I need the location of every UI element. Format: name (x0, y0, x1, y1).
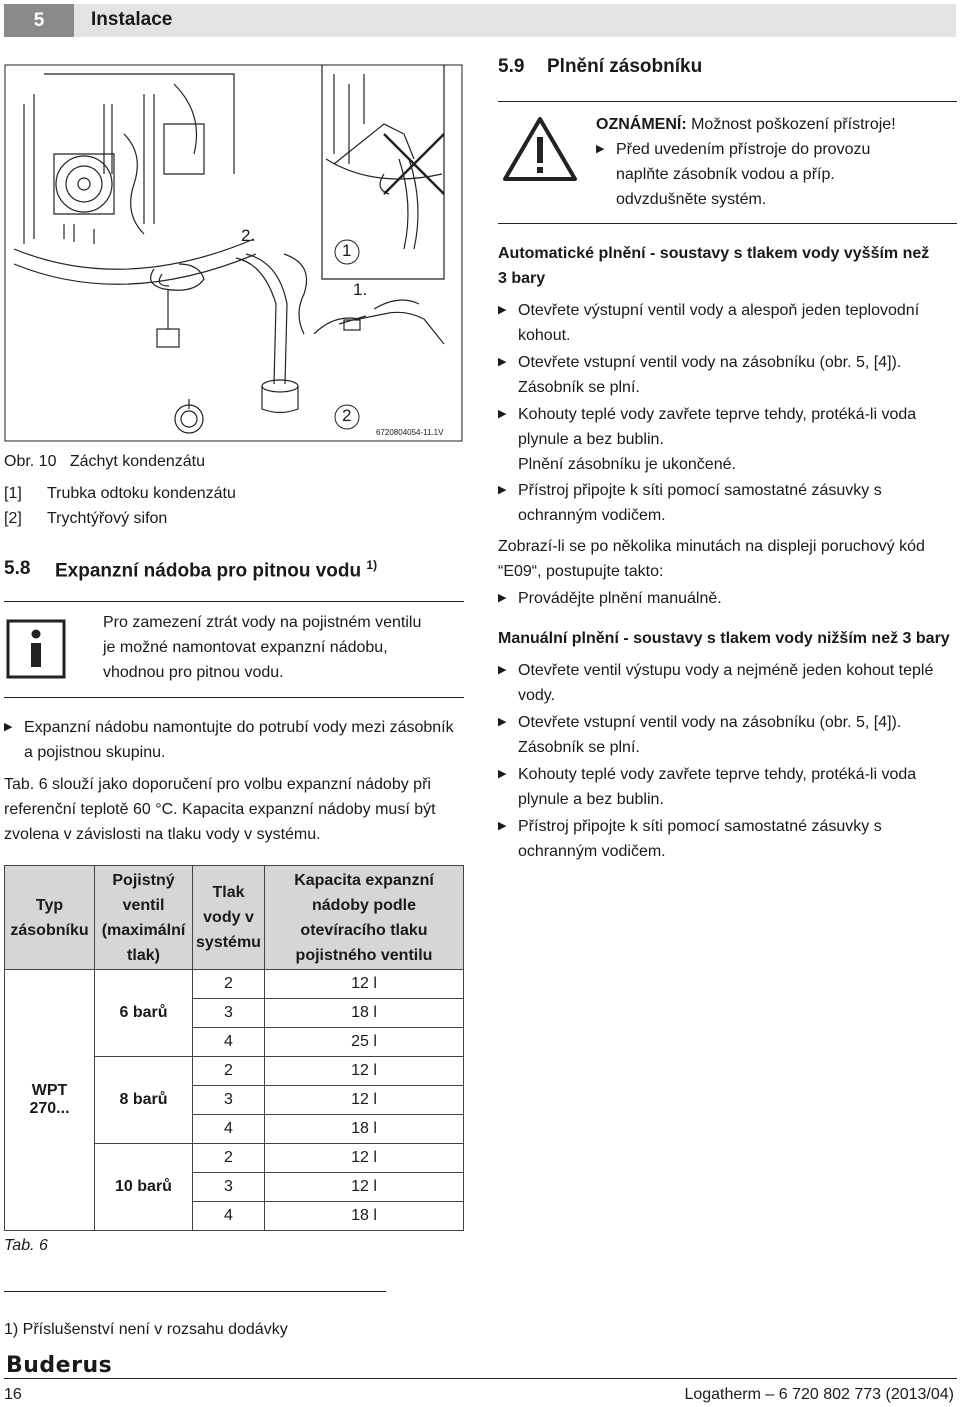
info-bottom-rule (4, 697, 464, 698)
page-number: 16 (4, 1386, 22, 1403)
notice-bullet (616, 137, 870, 162)
expansion-vessel-table (4, 865, 464, 1231)
th-safety-valve: Pojistný ventil (maximální tlak) (95, 866, 193, 970)
capacity-cell: 25 l (265, 1028, 464, 1057)
th-system-pressure: Tlak vody v systému (193, 866, 265, 970)
footnote-ref: 1) (366, 558, 378, 572)
notice-label: OZNÁMENÍ: (596, 116, 687, 133)
notice-line (596, 112, 896, 137)
section-5-9-number: 5.9 (498, 56, 525, 77)
manual-bullet-3: ▶ Kohouty teplé vody zavřete teprve tehdy, protéká-li voda plynule a bez bublin. (518, 762, 916, 812)
section-5-9-title: Plnění zásobníku (547, 56, 703, 77)
auto-heading-line-1: Automatické plnění - soustavy s tlakem vody vyšším než (498, 245, 930, 262)
manual-heading: Manuální plnění - soustavy s tlakem vody nižším než 3 bary (498, 630, 950, 647)
pressure-cell: 4 (193, 1202, 265, 1231)
pressure-cell: 3 (193, 1086, 265, 1115)
legend-text-1: Trubka odtoku kondenzátu (47, 485, 236, 502)
bullet-line-2: a pojistnou skupinu. (24, 744, 166, 761)
capacity-cell: 18 l (265, 999, 464, 1028)
header-bar (74, 4, 956, 37)
bullet-line-1: ▶ Expanzní nádobu namontujte do potrubí vody mezi zásobník (24, 719, 454, 736)
pressure-cell: 2 (193, 1144, 265, 1173)
info-icon (6, 619, 66, 679)
error-line-1: Zobrazí-li se po několika minutách na displeji poruchový kód (498, 538, 925, 555)
notice-bullet-line-3: odvzdušněte systém. (616, 191, 767, 208)
manual-bullet-4: ▶ Přístroj připojte k síti pomocí samostatné zásuvky s ochranným vodičem. (518, 814, 882, 864)
buderus-logo: Buderus (6, 1353, 113, 1378)
figure-caption: Obr. 10 Záchyt kondenzátu (4, 453, 206, 470)
error-line-2: “E09“, postupujte takto: (498, 563, 664, 580)
notice-bullet-line-1: ▶ Před uvedením přístroje do provozu (616, 141, 871, 158)
valve-cell: 10 barů (95, 1144, 193, 1231)
auto-bullet-4: ▶ Přístroj připojte k síti pomocí samostatné zásuvky s ochranným vodičem. (518, 478, 882, 528)
info-line-3: vhodnou pro pitnou vodu. (103, 664, 284, 681)
para-line-1: Tab. 6 slouží jako doporučení pro volbu expanzní nádoby při (4, 776, 431, 793)
valve-cell: 6 barů (95, 970, 193, 1057)
para-line-2: referenční teplotě 60 °C. Kapacita expanzní nádoby musí být (4, 801, 436, 818)
figure-step-1: 1. (353, 280, 368, 299)
table-caption: Tab. 6 (4, 1237, 48, 1254)
auto-bullet-1: ▶ Otevřete výstupní ventil vody a alespoň jeden teplovodní kohout. (518, 298, 919, 348)
capacity-cell: 12 l (265, 1057, 464, 1086)
auto-heading-line-2: 3 bary (498, 270, 546, 287)
section-5-8-title (55, 558, 377, 582)
section-5-8-number: 5.8 (4, 558, 31, 579)
pressure-cell: 4 (193, 1028, 265, 1057)
manual-bullet-1: ▶ Otevřete ventil výstupu vody a nejméně jeden kohout teplé vody. (518, 658, 933, 708)
footer-rule (4, 1378, 957, 1379)
manual-bullet-2: ▶ Otevřete vstupní ventil vody na zásobníku (obr. 5, [4]). Zásobník se plní. (518, 710, 901, 760)
figure-step-2: 2. (241, 226, 256, 245)
capacity-cell: 12 l (265, 1086, 464, 1115)
auto-bullet-2: ▶ Otevřete vstupní ventil vody na zásobníku (obr. 5, [4]). Zásobník se plní. (518, 350, 901, 400)
footnote-rule (4, 1291, 386, 1292)
valve-cell: 8 barů (95, 1057, 193, 1144)
chapter-number: 5 (4, 4, 74, 37)
capacity-cell: 18 l (265, 1115, 464, 1144)
section-5-8-title-text: Expanzní nádoba pro pitnou vodu (55, 560, 362, 582)
legend-key-1: [1] (4, 485, 22, 502)
chapter-title: Instalace (91, 9, 173, 30)
th-storage-type: Typ zásobníku (5, 866, 95, 970)
figure-callout-2: 2 (342, 406, 352, 425)
condensate-figure (4, 64, 464, 442)
info-line-1: Pro zamezení ztrát vody na pojistném ventilu (103, 614, 422, 631)
pressure-cell: 2 (193, 1057, 265, 1086)
pressure-cell: 3 (193, 1173, 265, 1202)
pressure-cell: 3 (193, 999, 265, 1028)
document-id: Logatherm – 6 720 802 773 (2013/04) (684, 1386, 954, 1403)
info-top-rule (4, 601, 464, 602)
capacity-cell: 18 l (265, 1202, 464, 1231)
capacity-cell: 12 l (265, 1173, 464, 1202)
section-5-8-bullet (24, 715, 454, 740)
th-capacity: Kapacita expanzní nádoby podle otevíracího tlaku pojistného ventilu (265, 866, 464, 970)
info-line-2: je možné namontovat expanzní nádobu, (103, 639, 388, 656)
figure-callout-1: 1 (342, 241, 352, 260)
condensate-illustration (4, 64, 464, 442)
pressure-cell: 4 (193, 1115, 265, 1144)
capacity-cell: 12 l (265, 970, 464, 999)
para-line-3: zvolena v závislosti na tlaku vody v systému. (4, 826, 321, 843)
error-bullet: ▶ Provádějte plnění manuálně. (518, 586, 722, 611)
storage-type-cell: WPT 270... (5, 970, 95, 1231)
warning-triangle-icon (502, 115, 578, 183)
capacity-cell: 12 l (265, 1144, 464, 1173)
figure-code: 6720804054-11.1V (376, 428, 444, 437)
auto-bullet-3: ▶ Kohouty teplé vody zavřete teprve tehdy, protéká-li voda plynule a bez bublin. Plnění zásobníku je ukončené. (518, 402, 916, 477)
notice-text: Možnost poškození přístroje! (686, 116, 896, 133)
footnote: 1) Příslušenství není v rozsahu dodávky (4, 1321, 288, 1338)
notice-bullet-line-2: naplňte zásobník vodou a příp. (616, 166, 835, 183)
table-row (5, 970, 464, 999)
pressure-cell: 2 (193, 970, 265, 999)
legend-text-2: Trychtýřový sifon (47, 510, 168, 527)
legend-key-2: [2] (4, 510, 22, 527)
